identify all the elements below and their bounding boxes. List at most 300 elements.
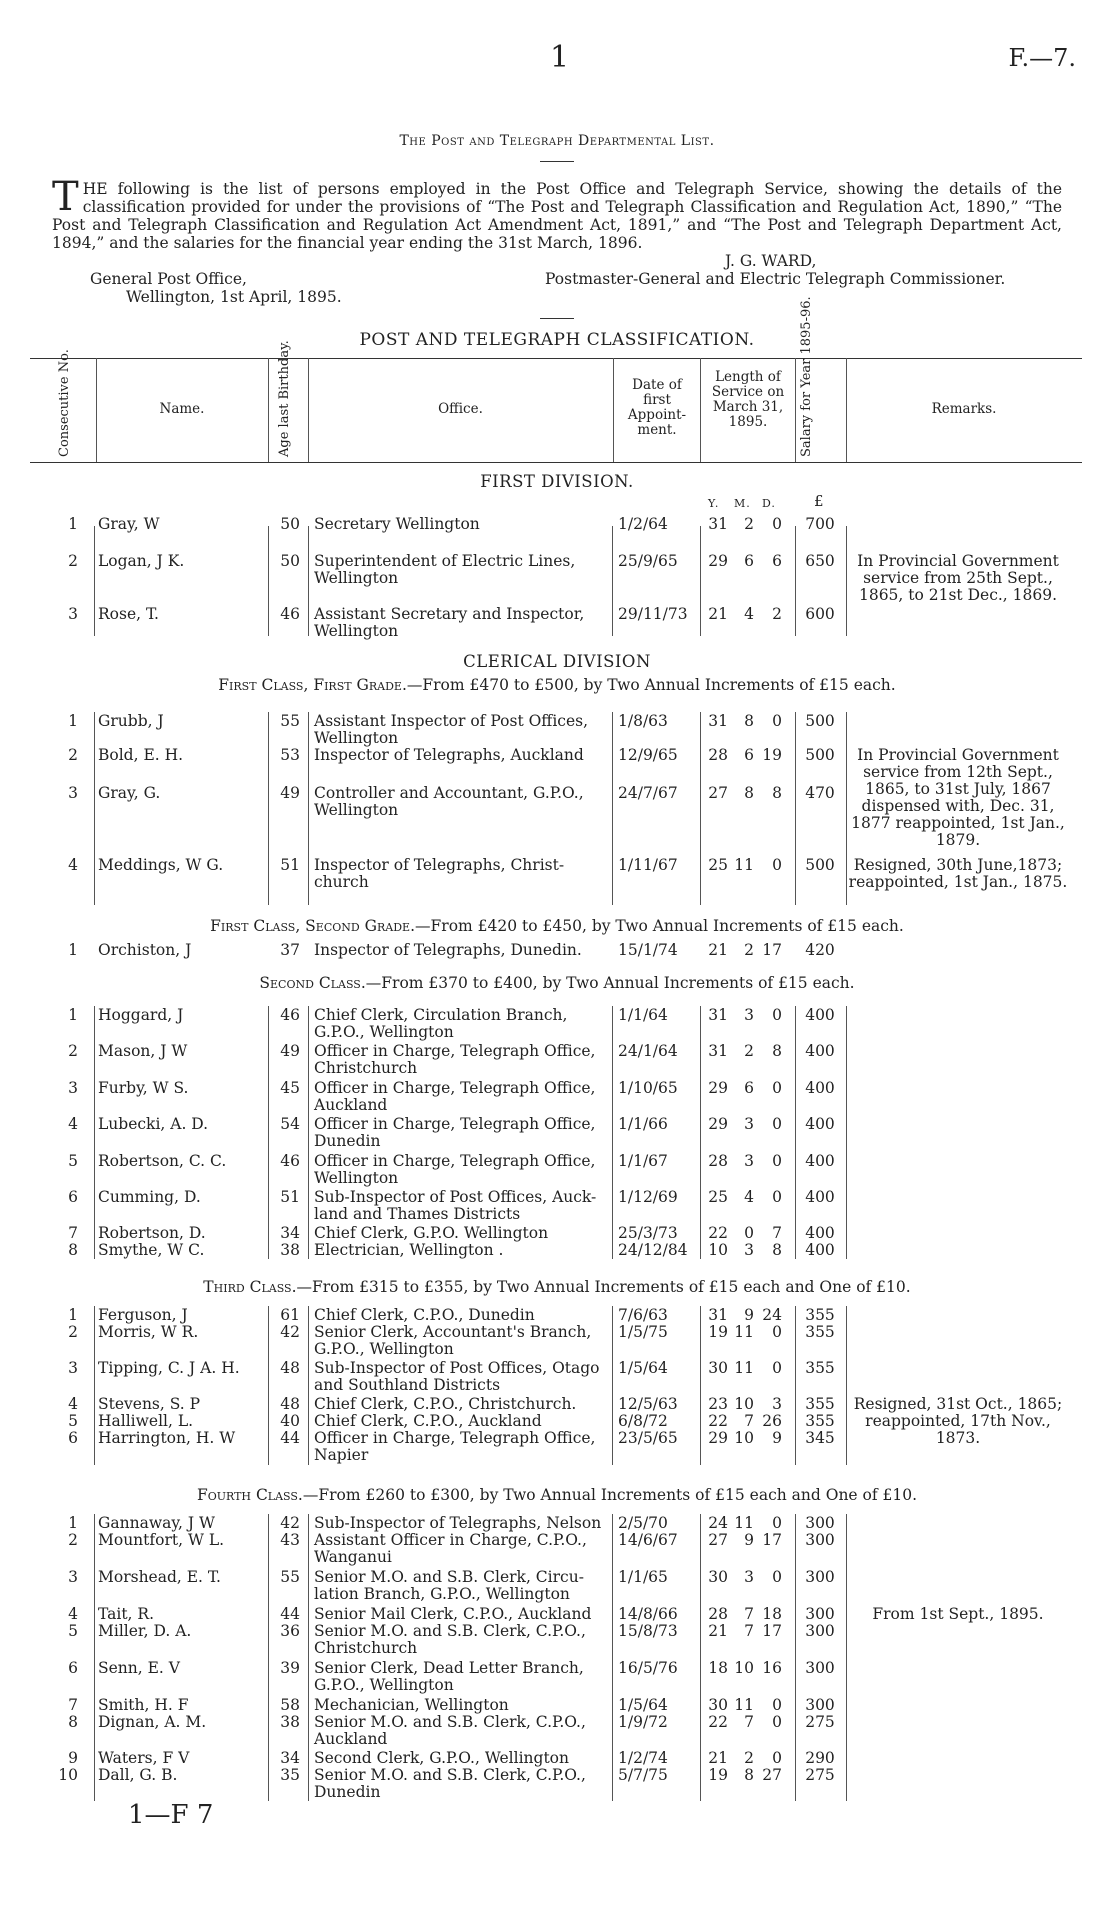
employee-office: Superintendent of Electric Lines, Wellington	[314, 552, 576, 587]
length-of-service	[706, 1307, 786, 1324]
service-years: 21	[708, 1622, 728, 1640]
service-years: 22	[708, 1412, 728, 1430]
class-heading-1-2	[0, 917, 1114, 935]
employee-office: Assistant Officer in Charge, C.P.O., Wanganui	[314, 1531, 587, 1566]
col-divider	[612, 1306, 613, 1465]
col-divider	[94, 526, 95, 636]
employee-age: 53	[280, 746, 300, 764]
class-terms: —From £420 to £450, by Two Annual Increments of £15 each.	[415, 917, 904, 935]
employee-name: Stevens, S. P	[98, 1395, 201, 1413]
col-divider	[846, 526, 847, 636]
col-divider	[612, 712, 613, 905]
service-months: 7	[744, 1412, 754, 1430]
employee-age: 46	[280, 605, 300, 623]
col-divider	[308, 526, 309, 636]
service-years: 29	[708, 1079, 728, 1097]
class-terms: —From £370 to £400, by Two Annual Increments of £15 each.	[365, 974, 855, 992]
service-days: 0	[772, 515, 782, 533]
page-number: 1	[550, 40, 570, 75]
service-days: 9	[772, 1429, 782, 1447]
length-of-service	[706, 1623, 786, 1640]
salary: 300	[805, 1622, 835, 1640]
service-years: 30	[708, 1696, 728, 1714]
col-divider	[94, 712, 95, 905]
remarks: In Provincial Government service from 12th Sept., 1865, to 31st July, 1867 dispensed with, Dec. 31, 1877 reappointed, 1st Jan., 1879.	[851, 746, 1065, 849]
class-heading-1-1	[0, 676, 1114, 694]
employee-name: Ferguson, J	[98, 1306, 188, 1324]
service-months: 10	[734, 1429, 754, 1447]
employee-age: 39	[280, 1659, 300, 1677]
appointment-date: 1/9/72	[618, 1713, 668, 1731]
row-number: 3	[68, 1359, 78, 1377]
service-years: 31	[708, 712, 728, 730]
appointment-date: 29/11/73	[618, 605, 688, 623]
intro-paragraph	[52, 174, 1062, 252]
employee-office: Inspector of Telegraphs, Christ-church	[314, 856, 565, 891]
row-number: 9	[68, 1749, 78, 1767]
service-days: 18	[762, 1605, 782, 1623]
employee-age: 36	[280, 1622, 300, 1640]
row-number: 1	[68, 712, 78, 730]
row-number: 8	[68, 1713, 78, 1731]
employee-office: Chief Clerk, C.P.O., Auckland	[314, 1412, 542, 1430]
employee-name: Gannaway, J W	[98, 1514, 215, 1532]
length-of-service	[706, 942, 786, 959]
service-years: 31	[708, 1006, 728, 1024]
appointment-date: 14/8/66	[618, 1605, 678, 1623]
employee-name: Harrington, H. W	[98, 1429, 236, 1447]
salary: 275	[805, 1766, 835, 1784]
employee-office: Chief Clerk, Circulation Branch, G.P.O., Wellington	[314, 1006, 568, 1041]
salary: 355	[805, 1395, 835, 1413]
col-divider	[700, 526, 701, 636]
signature-date: Wellington, 1st April, 1895.	[126, 288, 342, 306]
length-of-service	[706, 606, 786, 623]
appointment-date: 25/3/73	[618, 1224, 678, 1242]
length-of-service	[706, 1606, 786, 1623]
row-number: 1	[68, 1306, 78, 1324]
employee-name: Waters, F V	[98, 1749, 190, 1767]
appointment-date: 1/1/66	[618, 1115, 668, 1133]
employee-age: 42	[280, 1323, 300, 1341]
length-of-service	[706, 1360, 786, 1377]
length-of-service	[706, 1080, 786, 1097]
length-of-service	[706, 553, 786, 570]
service-months: 8	[744, 1766, 754, 1784]
employee-office: Sub-Inspector of Telegraphs, Nelson	[314, 1514, 602, 1532]
employee-age: 43	[280, 1531, 300, 1549]
service-years: 30	[708, 1568, 728, 1586]
employee-name: Lubecki, A. D.	[98, 1115, 209, 1133]
salary: 400	[805, 1115, 835, 1133]
class-label: First Class, First Grade.	[218, 676, 407, 694]
employee-name: Hoggard, J	[98, 1006, 184, 1024]
col-divider	[846, 1306, 847, 1465]
appointment-date: 24/1/64	[618, 1042, 678, 1060]
service-months: 11	[734, 856, 754, 874]
appointment-date: 1/12/69	[618, 1188, 678, 1206]
col-divider	[795, 526, 796, 636]
length-of-service	[706, 1153, 786, 1170]
service-years: 22	[708, 1224, 728, 1242]
row-number: 2	[68, 1323, 78, 1341]
employee-age: 51	[280, 856, 300, 874]
remarks: In Provincial Government service from 25th Sept., 1865, to 21st Dec., 1869.	[857, 552, 1059, 604]
col-divider	[94, 1514, 95, 1801]
employee-office: Senior M.O. and S.B. Clerk, C.P.O., Christchurch	[314, 1622, 586, 1657]
appointment-date: 1/5/64	[618, 1696, 668, 1714]
appointment-date: 24/7/67	[618, 784, 678, 802]
service-months: 7	[744, 1622, 754, 1640]
page-title: The Post and Telegraph Departmental List.	[399, 133, 715, 149]
service-days: 26	[762, 1412, 782, 1430]
length-of-service	[706, 1043, 786, 1060]
row-number: 1	[68, 941, 78, 959]
employee-name: Rose, T.	[98, 605, 159, 623]
service-days: 2	[772, 605, 782, 623]
col-divider	[612, 1514, 613, 1801]
employee-office: Chief Clerk, C.P.O., Christchurch.	[314, 1395, 577, 1413]
employee-age: 58	[280, 1696, 300, 1714]
col-divider	[846, 1006, 847, 1259]
row-number: 6	[68, 1429, 78, 1447]
service-years: 28	[708, 746, 728, 764]
employee-age: 42	[280, 1514, 300, 1532]
service-days: 7	[772, 1224, 782, 1242]
col-divider	[795, 1514, 796, 1801]
row-number: 3	[68, 605, 78, 623]
length-of-service	[706, 785, 786, 802]
service-months: 3	[744, 1241, 754, 1259]
divider	[540, 161, 574, 162]
table-top-rule	[30, 358, 1082, 359]
service-days: 3	[772, 1395, 782, 1413]
length-of-service	[706, 1697, 786, 1714]
service-days: 27	[762, 1766, 782, 1784]
length-of-service	[706, 1225, 786, 1242]
employee-office: Sub-Inspector of Post Offices, Otago and Southland Districts	[314, 1359, 600, 1394]
employee-name: Gray, G.	[98, 784, 161, 802]
salary: 500	[805, 746, 835, 764]
service-days: 0	[772, 1323, 782, 1341]
service-months: 11	[734, 1323, 754, 1341]
class-heading-4	[0, 1486, 1114, 1504]
length-of-service	[706, 1413, 786, 1430]
employee-age: 40	[280, 1412, 300, 1430]
service-days: 24	[762, 1306, 782, 1324]
class-label: Second Class.	[259, 974, 366, 992]
salary: 300	[805, 1659, 835, 1677]
col-divider	[268, 712, 269, 905]
employee-office: Officer in Charge, Telegraph Office, Wellington	[314, 1152, 596, 1187]
appointment-date: 1/1/67	[618, 1152, 668, 1170]
unit-pound: £	[814, 492, 824, 510]
service-months: 8	[744, 784, 754, 802]
service-months: 6	[744, 746, 754, 764]
salary: 355	[805, 1359, 835, 1377]
col-divider	[700, 1514, 701, 1801]
employee-office: Mechanician, Wellington	[314, 1696, 509, 1714]
service-months: 2	[744, 1749, 754, 1767]
salary: 400	[805, 1042, 835, 1060]
employee-name: Dall, G. B.	[98, 1766, 178, 1784]
employee-age: 54	[280, 1115, 300, 1133]
length-of-service	[706, 1324, 786, 1341]
row-number: 8	[68, 1241, 78, 1259]
employee-name: Robertson, D.	[98, 1224, 206, 1242]
employee-name: Senn, E. V	[98, 1659, 180, 1677]
salary: 300	[805, 1514, 835, 1532]
service-months: 9	[744, 1531, 754, 1549]
col-divider	[846, 712, 847, 905]
service-months: 7	[744, 1713, 754, 1731]
service-years: 28	[708, 1605, 728, 1623]
service-days: 0	[772, 856, 782, 874]
employee-age: 49	[280, 1042, 300, 1060]
salary: 400	[805, 1241, 835, 1259]
employee-office: Second Clerk, G.P.O., Wellington	[314, 1749, 569, 1767]
salary: 345	[805, 1429, 835, 1447]
service-years: 27	[708, 784, 728, 802]
employee-name: Mountfort, W L.	[98, 1531, 225, 1549]
row-number: 5	[68, 1622, 78, 1640]
class-label: Fourth Class.	[196, 1486, 303, 1504]
employee-name: Smythe, W C.	[98, 1241, 205, 1259]
row-number: 2	[68, 1042, 78, 1060]
service-months: 2	[744, 1042, 754, 1060]
employee-name: Logan, J K.	[98, 552, 185, 570]
row-number: 3	[68, 784, 78, 802]
row-number: 4	[68, 856, 78, 874]
length-of-service	[706, 1242, 786, 1259]
col-divider	[795, 1006, 796, 1259]
row-number: 1	[68, 1006, 78, 1024]
length-of-service	[706, 1569, 786, 1586]
employee-name: Orchiston, J	[98, 941, 192, 959]
service-years: 22	[708, 1713, 728, 1731]
col-divider	[94, 1306, 95, 1465]
service-months: 6	[744, 552, 754, 570]
clerical-division-heading: CLERICAL DIVISION	[463, 652, 651, 671]
row-number: 6	[68, 1188, 78, 1206]
col-divider	[308, 1006, 309, 1259]
service-days: 17	[762, 1622, 782, 1640]
service-years: 19	[708, 1766, 728, 1784]
employee-name: Smith, H. F	[98, 1696, 189, 1714]
col-divider	[795, 1306, 796, 1465]
col-office-header: Office.	[438, 401, 483, 417]
service-months: 3	[744, 1115, 754, 1133]
service-years: 21	[708, 941, 728, 959]
length-of-service	[706, 1007, 786, 1024]
service-years: 29	[708, 552, 728, 570]
employee-age: 44	[280, 1605, 300, 1623]
salary: 500	[805, 856, 835, 874]
appointment-date: 1/5/75	[618, 1323, 668, 1341]
service-years: 30	[708, 1359, 728, 1377]
row-number: 6	[68, 1659, 78, 1677]
col-divider	[268, 1306, 269, 1465]
salary: 400	[805, 1079, 835, 1097]
row-number: 7	[68, 1224, 78, 1242]
employee-age: 61	[280, 1306, 300, 1324]
col-remarks-header: Remarks.	[931, 401, 997, 417]
appointment-date: 24/12/84	[618, 1241, 688, 1259]
service-years: 23	[708, 1395, 728, 1413]
remarks: Resigned, 30th June,1873; reappointed, 1st Jan., 1875.	[848, 856, 1068, 891]
service-days: 0	[772, 1152, 782, 1170]
col-divider	[846, 1514, 847, 1801]
service-months: 2	[744, 515, 754, 533]
employee-name: Bold, E. H.	[98, 746, 184, 764]
appointment-date: 1/2/74	[618, 1749, 668, 1767]
service-years: 21	[708, 605, 728, 623]
service-years: 21	[708, 1749, 728, 1767]
col-divider	[700, 1006, 701, 1259]
remarks: From 1st Sept., 1895.	[872, 1605, 1044, 1623]
class-terms: —From £260 to £300, by Two Annual Increments of £15 each and One of £10.	[302, 1486, 918, 1504]
service-days: 0	[772, 1079, 782, 1097]
appointment-date: 1/1/65	[618, 1568, 668, 1586]
service-years: 10	[708, 1241, 728, 1259]
appointment-date: 5/7/75	[618, 1766, 668, 1784]
salary: 400	[805, 1152, 835, 1170]
salary: 650	[805, 552, 835, 570]
service-months: 0	[744, 1224, 754, 1242]
appointment-date: 1/8/63	[618, 712, 668, 730]
employee-name: Tipping, C. J A. H.	[98, 1359, 240, 1377]
employee-name: Furby, W S.	[98, 1079, 189, 1097]
employee-age: 49	[280, 784, 300, 802]
footer-signature: 1—F 7	[128, 1800, 214, 1830]
salary: 355	[805, 1412, 835, 1430]
service-days: 0	[772, 1514, 782, 1532]
col-age-header: Age last Birthday.	[277, 340, 292, 457]
appointment-date: 1/10/65	[618, 1079, 678, 1097]
col-divider	[94, 1006, 95, 1259]
employee-age: 38	[280, 1241, 300, 1259]
salary: 275	[805, 1713, 835, 1731]
appointment-date: 25/9/65	[618, 552, 678, 570]
service-years: 29	[708, 1115, 728, 1133]
service-days: 16	[762, 1659, 782, 1677]
appointment-date: 1/11/67	[618, 856, 678, 874]
appointment-date: 12/5/63	[618, 1395, 678, 1413]
salary: 400	[805, 1188, 835, 1206]
salary: 700	[805, 515, 835, 533]
employee-name: Morris, W R.	[98, 1323, 199, 1341]
col-name-header: Name.	[159, 401, 205, 417]
employee-age: 34	[280, 1224, 300, 1242]
service-months: 9	[744, 1306, 754, 1324]
service-days: 0	[772, 1568, 782, 1586]
employee-office: Controller and Accountant, G.P.O., Wellington	[314, 784, 584, 819]
employee-name: Grubb, J	[98, 712, 164, 730]
appointment-date: 2/5/70	[618, 1514, 668, 1532]
remarks: Resigned, 31st Oct., 1865; reappointed, 17th Nov., 1873.	[853, 1395, 1063, 1447]
col-length-header: Length of Service on March 31, 1895.	[711, 369, 785, 430]
signatory-name: J. G. WARD,	[725, 252, 817, 270]
service-months: 3	[744, 1006, 754, 1024]
row-number: 2	[68, 746, 78, 764]
employee-office: Inspector of Telegraphs, Dunedin.	[314, 941, 582, 959]
employee-name: Robertson, C. C.	[98, 1152, 227, 1170]
table-header-rule	[30, 462, 1082, 463]
employee-office: Chief Clerk, G.P.O. Wellington	[314, 1224, 549, 1242]
row-number: 4	[68, 1605, 78, 1623]
service-months: 11	[734, 1514, 754, 1532]
length-of-service	[706, 516, 786, 533]
service-days: 17	[762, 941, 782, 959]
class-terms: —From £470 to £500, by Two Annual Increments of £15 each.	[406, 676, 896, 694]
employee-office: Officer in Charge, Telegraph Office, Dunedin	[314, 1115, 596, 1150]
service-years: 28	[708, 1152, 728, 1170]
service-months: 4	[744, 1188, 754, 1206]
service-months: 7	[744, 1605, 754, 1623]
service-days: 8	[772, 1241, 782, 1259]
service-years: 31	[708, 515, 728, 533]
col-salary-header: Salary for Year 1895-96.	[799, 296, 814, 457]
employee-age: 55	[280, 712, 300, 730]
length-of-service	[706, 1532, 786, 1549]
length-of-service	[706, 857, 786, 874]
salary: 400	[805, 1224, 835, 1242]
employee-office: Assistant Inspector of Post Offices, Wellington	[314, 712, 589, 747]
service-months: 11	[734, 1359, 754, 1377]
service-months: 8	[744, 712, 754, 730]
col-consecutive-header: Consecutive No.	[57, 349, 72, 457]
service-days: 6	[772, 552, 782, 570]
length-of-service	[706, 713, 786, 730]
employee-office: Senior M.O. and S.B. Clerk, C.P.O., Dunedin	[314, 1766, 586, 1801]
service-days: 0	[772, 1696, 782, 1714]
service-years: 25	[708, 1188, 728, 1206]
employee-office: Assistant Secretary and Inspector, Wellington	[314, 605, 585, 640]
length-of-service	[706, 747, 786, 764]
drop-cap: T	[52, 174, 79, 220]
col-divider	[795, 358, 796, 462]
signatory-title: Postmaster-General and Electric Telegraph Commissioner.	[545, 270, 1006, 288]
employee-office: Officer in Charge, Telegraph Office, Christchurch	[314, 1042, 596, 1077]
employee-age: 55	[280, 1568, 300, 1586]
service-days: 8	[772, 784, 782, 802]
col-divider	[308, 712, 309, 905]
col-divider	[268, 526, 269, 636]
service-years: 29	[708, 1429, 728, 1447]
employee-office: Senior Clerk, Accountant's Branch, G.P.O., Wellington	[314, 1323, 592, 1358]
divider	[540, 318, 574, 319]
appointment-date: 6/8/72	[618, 1412, 668, 1430]
employee-age: 37	[280, 941, 300, 959]
section-title: POST AND TELEGRAPH CLASSIFICATION.	[359, 330, 755, 350]
service-years: 18	[708, 1659, 728, 1677]
employee-age: 34	[280, 1749, 300, 1767]
col-divider	[612, 1006, 613, 1259]
employee-name: Halliwell, L.	[98, 1412, 194, 1430]
salary: 400	[805, 1006, 835, 1024]
service-months: 10	[734, 1659, 754, 1677]
appointment-date: 12/9/65	[618, 746, 678, 764]
service-months: 4	[744, 605, 754, 623]
row-number: 2	[68, 1531, 78, 1549]
col-divider	[268, 1006, 269, 1259]
col-divider	[308, 1306, 309, 1465]
service-days: 0	[772, 1188, 782, 1206]
row-number: 5	[68, 1152, 78, 1170]
col-divider	[612, 526, 613, 636]
col-divider	[795, 712, 796, 905]
length-of-service	[706, 1396, 786, 1413]
